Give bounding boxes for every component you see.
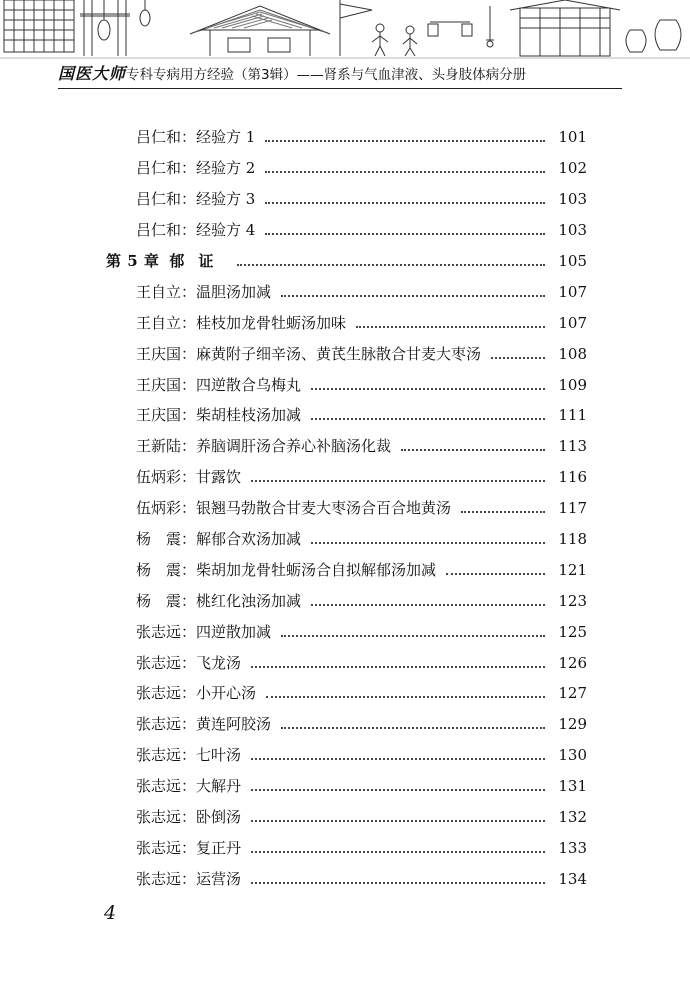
dot-leader: [491, 357, 545, 359]
toc-page-number: 111: [558, 406, 587, 425]
dot-leader: [266, 696, 545, 698]
toc-entry-title: 张志远：七叶汤: [136, 746, 242, 765]
toc-entry-title: 张志远：小开心汤: [136, 684, 257, 703]
dot-leader: [356, 326, 545, 328]
toc-entry-title: 王自立：温胆汤加减: [136, 282, 272, 301]
toc-page-number: 131: [558, 777, 587, 796]
dot-leader: [265, 171, 545, 173]
toc-entry[interactable]: [0, 431, 690, 462]
dot-leader: [251, 851, 545, 853]
toc-entry-title: 伍炳彩：银翘马勃散合甘麦大枣汤合百合地黄汤: [136, 499, 452, 518]
dot-leader: [265, 202, 545, 204]
page-number: 4: [104, 902, 117, 924]
toc-page-number: 107: [558, 282, 587, 301]
toc-page-number: 101: [558, 128, 587, 147]
dot-leader: [251, 758, 545, 760]
toc-page-number: 108: [558, 344, 587, 363]
toc-entry[interactable]: [0, 647, 690, 678]
toc-page-number: 125: [558, 622, 587, 641]
dot-leader: [265, 140, 545, 142]
toc-entry-title: 王庆国：麻黄附子细辛汤、黄芪生脉散合甘麦大枣汤: [136, 344, 482, 363]
toc-entry-title: 王自立：桂枝加龙骨牡蛎汤加味: [136, 313, 347, 332]
toc-entry-title: 张志远：卧倒汤: [136, 808, 242, 827]
toc-entry[interactable]: [0, 585, 690, 616]
toc-entry[interactable]: [0, 276, 690, 307]
dot-leader: [281, 295, 545, 297]
dot-leader: [251, 480, 545, 482]
toc-entry-title: 王新陆：养脑调肝汤合养心补脑汤化裁: [136, 437, 392, 456]
toc-page-number: 102: [558, 159, 587, 178]
toc-entry[interactable]: [0, 616, 690, 647]
toc-page-number: 103: [558, 221, 587, 240]
toc-page-number: 107: [558, 313, 587, 332]
toc-entry[interactable]: [0, 740, 690, 771]
toc-entry-title: 张志远：大解丹: [136, 777, 242, 796]
toc-page-number: 103: [558, 190, 587, 209]
header-title: 专科专病用方经验（第3辑）——肾系与气血津液、头身肢体病分册: [126, 67, 527, 83]
toc-chapter-heading[interactable]: [0, 246, 690, 277]
toc-entry-title: 吕仁和：经验方 1: [136, 128, 256, 147]
dot-leader: [311, 542, 545, 544]
toc-chapter-text: [106, 251, 227, 271]
toc-entry-title: 吕仁和：经验方 4: [136, 221, 256, 240]
chapter-title: 郁证: [169, 252, 228, 270]
toc-page-number: 105: [558, 252, 587, 270]
toc-page-number: 134: [558, 869, 587, 888]
toc-entry[interactable]: [0, 771, 690, 802]
dot-leader: [281, 727, 545, 729]
chapter-label: 第 5 章: [106, 252, 160, 270]
toc-entry[interactable]: [0, 554, 690, 585]
header-illustration: [0, 0, 690, 62]
toc-entry-title: 张志远：四逆散加减: [136, 622, 272, 641]
dot-leader: [311, 388, 545, 390]
toc-entry-title: 张志远：运营汤: [136, 869, 242, 888]
dot-leader: [251, 820, 545, 822]
toc-page-number: 113: [558, 437, 587, 456]
toc-entry-title: 杨 震：柴胡加龙骨牡蛎汤合自拟解郁汤加减: [136, 560, 437, 579]
toc-entry[interactable]: [0, 184, 690, 215]
running-header: [58, 62, 622, 89]
toc-entry[interactable]: [0, 678, 690, 709]
toc-page-number: 130: [558, 746, 587, 765]
dot-leader: [281, 635, 545, 637]
toc-entry[interactable]: [0, 524, 690, 555]
toc-entry[interactable]: [0, 153, 690, 184]
toc-entry-title: 伍炳彩：甘露饮: [136, 468, 242, 487]
toc-entry-title: 吕仁和：经验方 3: [136, 190, 256, 209]
toc-entry-title: 张志远：飞龙汤: [136, 653, 242, 672]
toc-page-number: 132: [558, 808, 587, 827]
toc-page-number: 133: [558, 838, 587, 857]
dot-leader: [237, 264, 545, 266]
table-of-contents: [0, 122, 690, 894]
toc-entry[interactable]: [0, 122, 690, 153]
dot-leader: [461, 511, 545, 513]
toc-entry-title: 杨 震：桃红化浊汤加减: [136, 591, 302, 610]
toc-entry[interactable]: [0, 832, 690, 863]
toc-page-number: 117: [558, 499, 587, 518]
toc-page-number: 116: [558, 468, 587, 487]
toc-entry[interactable]: [0, 338, 690, 369]
toc-page-number: 129: [558, 715, 587, 734]
toc-page-number: 121: [558, 560, 587, 579]
toc-page-number: 126: [558, 653, 587, 672]
dot-leader: [311, 418, 545, 420]
toc-entry[interactable]: [0, 802, 690, 833]
toc-entry-title: 王庆国：四逆散合乌梅丸: [136, 375, 302, 394]
toc-entry-title: 杨 震：解郁合欢汤加减: [136, 530, 302, 549]
toc-page-number: 109: [558, 375, 587, 394]
dot-leader: [401, 449, 545, 451]
toc-entry[interactable]: [0, 400, 690, 431]
toc-entry-title: 张志远：黄连阿胶汤: [136, 715, 272, 734]
dot-leader: [251, 789, 545, 791]
dot-leader: [446, 573, 545, 575]
toc-entry[interactable]: [0, 493, 690, 524]
dot-leader: [251, 882, 545, 884]
dot-leader: [311, 604, 545, 606]
toc-entry[interactable]: [0, 462, 690, 493]
toc-entry-title: 吕仁和：经验方 2: [136, 159, 256, 178]
toc-entry[interactable]: [0, 369, 690, 400]
toc-page-number: 123: [558, 591, 587, 610]
toc-entry[interactable]: [0, 215, 690, 246]
toc-entry-title: 张志远：复正丹: [136, 838, 242, 857]
toc-page-number: 118: [558, 530, 587, 549]
toc-entry[interactable]: [0, 863, 690, 894]
header-brand: 国医大师: [58, 64, 127, 83]
dot-leader: [265, 233, 545, 235]
toc-entry[interactable]: [0, 307, 690, 338]
toc-page-number: 127: [558, 684, 587, 703]
toc-entry[interactable]: [0, 709, 690, 740]
street-scene-illustration: [0, 0, 690, 62]
toc-entry-title: 王庆国：柴胡桂枝汤加减: [136, 406, 302, 425]
dot-leader: [251, 666, 545, 668]
